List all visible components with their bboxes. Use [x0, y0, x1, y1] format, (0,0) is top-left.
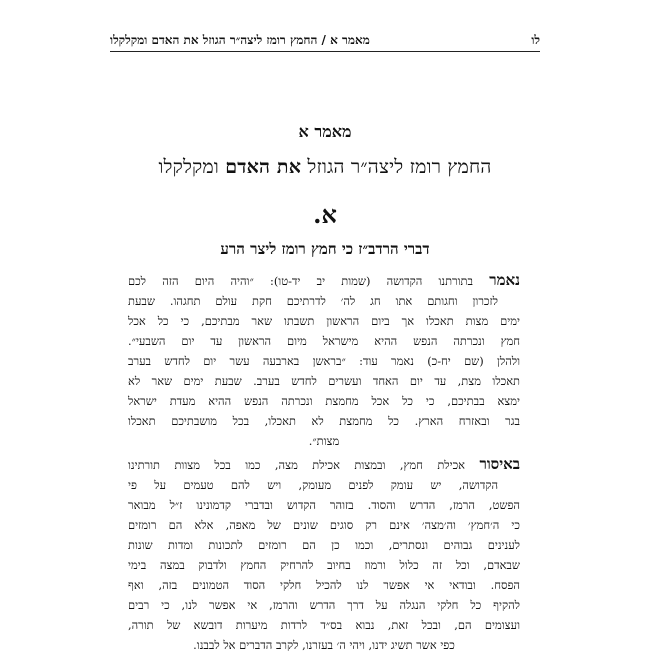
paragraph-2 [128, 454, 520, 655]
paragraph-2-line-4: לענינים גבוהים ונסתרים, וכמו כן הם רומזים לתכונות ומדות שונות [128, 538, 520, 552]
paragraph-2-lead-word: באיסור [479, 455, 520, 473]
paragraph-1-lead-word: נאמר [489, 271, 520, 289]
paragraph-2-line-6: הפסח. ובודאי אי אפשר לנו להכיל חלקי הסוד הטמונים בזה, ואף [128, 578, 520, 592]
paragraph-1-line-3: חמץ ונכרתה הנפש ההיא מישראל מיום הראשון עד יום השבעי״. [128, 334, 520, 348]
running-head-title: מאמר א / החמץ רומז ליצה״ר הגוזל את האדם ומקלקלו [110, 33, 370, 47]
paragraph-1-line-7: בגר ובאזרח הארץ. כל מחמצת לא תאכלו, בכל מושבתיכם תאכלו [128, 414, 520, 428]
paragraph-1-line-5: תאכלו מצת, עד יום האחד ועשרים לחדש בערב. שבעת ימים שאר לא [128, 374, 520, 388]
paragraph-1-line-1: לזכרון וחגותם אתו חג לה׳ לדרתיכם חקת עולם תחגהו. שבעת [128, 294, 498, 308]
paragraph-2-first-line-rest: אכילת חמץ, ובמצות אכילת מצה, כמו בכל מצוות תורתינו [128, 458, 465, 472]
paragraph-1-first-line-rest: בתורתנו הקדושה (שמות יב יד-טו): ״והיה היום הזה לכם [128, 274, 473, 288]
paragraph-2-line-0 [128, 454, 520, 475]
paragraph-2-line-9: כפי אשר תשיג ידנו, ויהי ה׳ בעזרנו, לקרב הדברים אל לבבנו. [193, 638, 455, 652]
section-letter: א. [313, 200, 337, 229]
paragraph-2-line-7: להקיף כל חלקי הנגלה על דרך הדרש והרמז, אי אפשר לנו, כי רבים [128, 598, 520, 612]
chapter-title [110, 156, 540, 179]
paragraph-1-line-0 [128, 270, 520, 291]
paragraph-2-line-2: הפשט, הרמז, הדרש והסוד. בזוהר הקדוש ובדברי קדמונינו ז״ל מבואר [128, 498, 520, 512]
paragraph-2-line-1: הקדושה, יש עומק לפנים מעומק, ויש להם טעמים על פי [128, 478, 498, 492]
chapter-title-part3: ומקלקלו [158, 156, 219, 178]
chapter-title-part2: את האדם [225, 156, 302, 178]
chapter-title-part1: החמץ רומז ליצה״ר הגוזל [307, 156, 492, 178]
paragraph-2-line-3: כי ה׳חמץ׳ וה׳מצה׳ אינם רק סוגים שונים של מאפה, אלא הם רומזים [128, 518, 520, 532]
paragraph-1-line-8: מצות״. [308, 434, 340, 448]
paragraph-1 [128, 270, 520, 451]
paragraph-1-line-4: ולהלן (שם יח-כ) נאמר עוד: ״בראשן בארבעה עשר יום לחדש בערב [128, 354, 520, 368]
page-number: לו [531, 33, 540, 47]
essay-label: מאמר א [298, 122, 352, 141]
paragraph-2-line-8: ועצומים הם, ובכל זאת, נבוא בס״ד לרדות מיערות דובשא של תורה, [128, 618, 520, 632]
section-heading: דברי הרדב״ז כי חמץ רומז ליצר הרע [220, 240, 430, 258]
paragraph-1-line-2: ימים מצות תאכלו אך ביום הראשון תשבתו שאר מבתיכם, כי כל אכל [128, 314, 520, 328]
paragraph-2-line-5: שבאדם, וכל זה כלול ורמוז בחיוב להרחיק החמץ ולדבוק במצה בימי [128, 558, 520, 572]
paragraph-1-line-6: ימצא בבתיכם, כי כל אכל מחמצת ונכרתה הנפש ההיא מעדת ישראל [128, 394, 520, 408]
running-head [110, 22, 540, 52]
